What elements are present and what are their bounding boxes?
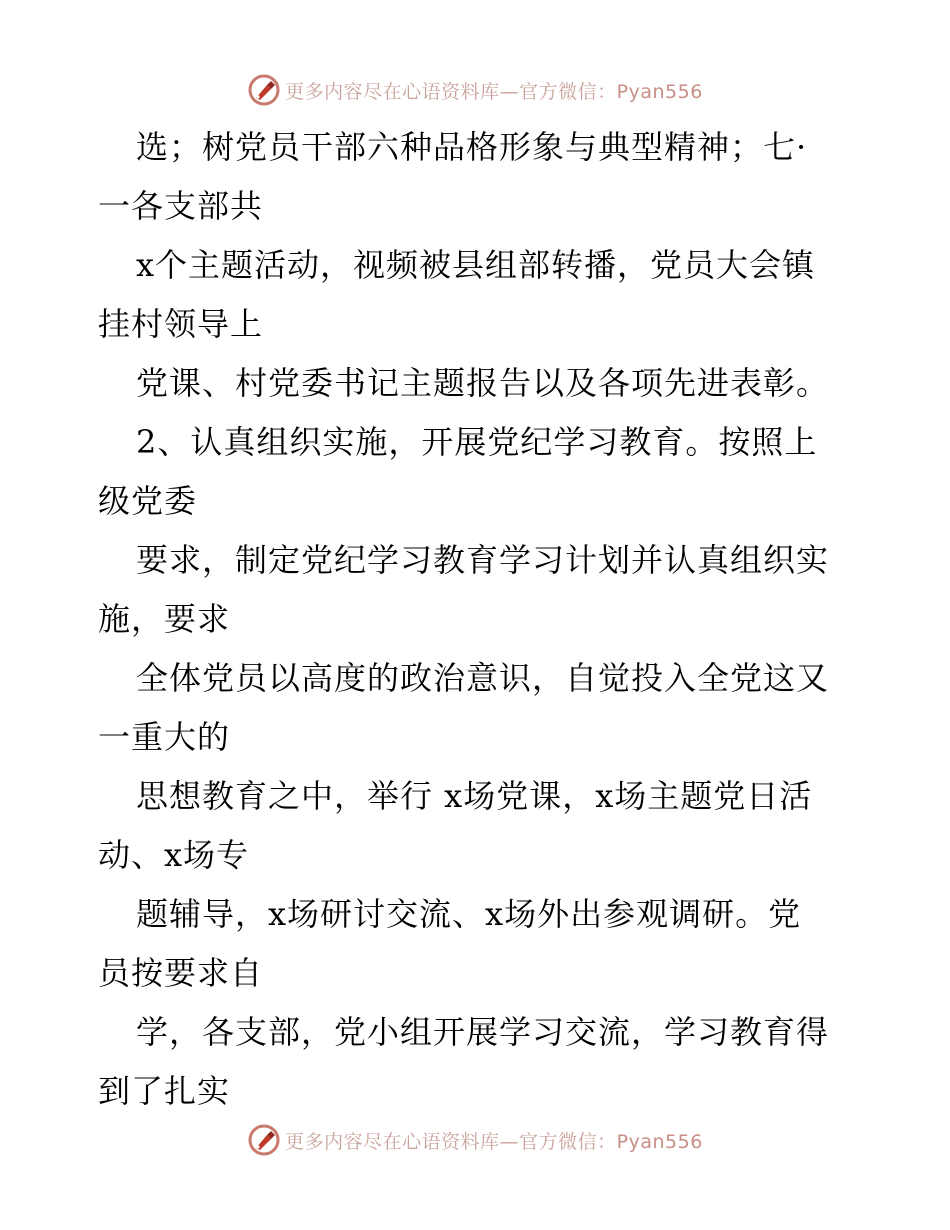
- text-line: 党课、村党委书记主题报告以及各项先进表彰。: [136, 364, 830, 402]
- watermark-wechat-id: Pyan556: [616, 1130, 703, 1153]
- text-line: 题辅导，x场研讨交流、x场外出参观调研。党: [136, 895, 802, 933]
- text-line: 一各支部共: [98, 187, 264, 225]
- text-line: 挂村领导上: [98, 305, 264, 343]
- text-line: 员按要求自: [98, 954, 264, 992]
- pen-nib-logo-icon: [247, 73, 281, 107]
- text-line: 施，要求: [98, 600, 231, 638]
- watermark-wechat-id: Pyan556: [616, 80, 703, 103]
- text-line: 一重大的: [98, 718, 231, 756]
- text-line: 学，各支部，党小组开展学习交流，学习教育得: [136, 1013, 830, 1051]
- watermark-brand-text: 更多内容尽在心语资料库—官方微信：: [285, 80, 617, 103]
- text-line: x个主题活动，视频被县组部转播，党员大会镇: [136, 246, 816, 284]
- text-line: 2、认真组织实施，开展党纪学习教育。按照上: [136, 423, 818, 461]
- footer-watermark: [0, 1120, 950, 1160]
- watermark-brand-text: 更多内容尽在心语资料库—官方微信：: [285, 1130, 617, 1153]
- text-line: 选；树党员干部六种品格形象与典型精神；七·: [136, 128, 808, 166]
- text-line: 级党委: [98, 482, 198, 520]
- text-line: 全体党员以高度的政治意识，自觉投入全党这又: [136, 659, 830, 697]
- text-line: 动、x场专: [98, 836, 250, 874]
- text-line: 到了扎实: [98, 1072, 231, 1110]
- text-line: 思想教育之中，举行 x场党课，x场主题党日活: [136, 777, 813, 815]
- header-watermark: [0, 70, 950, 110]
- text-line: 要求，制定党纪学习教育学习计划并认真组织实: [136, 541, 830, 579]
- document-body: [98, 118, 858, 1121]
- pen-nib-logo-icon: [247, 1123, 281, 1157]
